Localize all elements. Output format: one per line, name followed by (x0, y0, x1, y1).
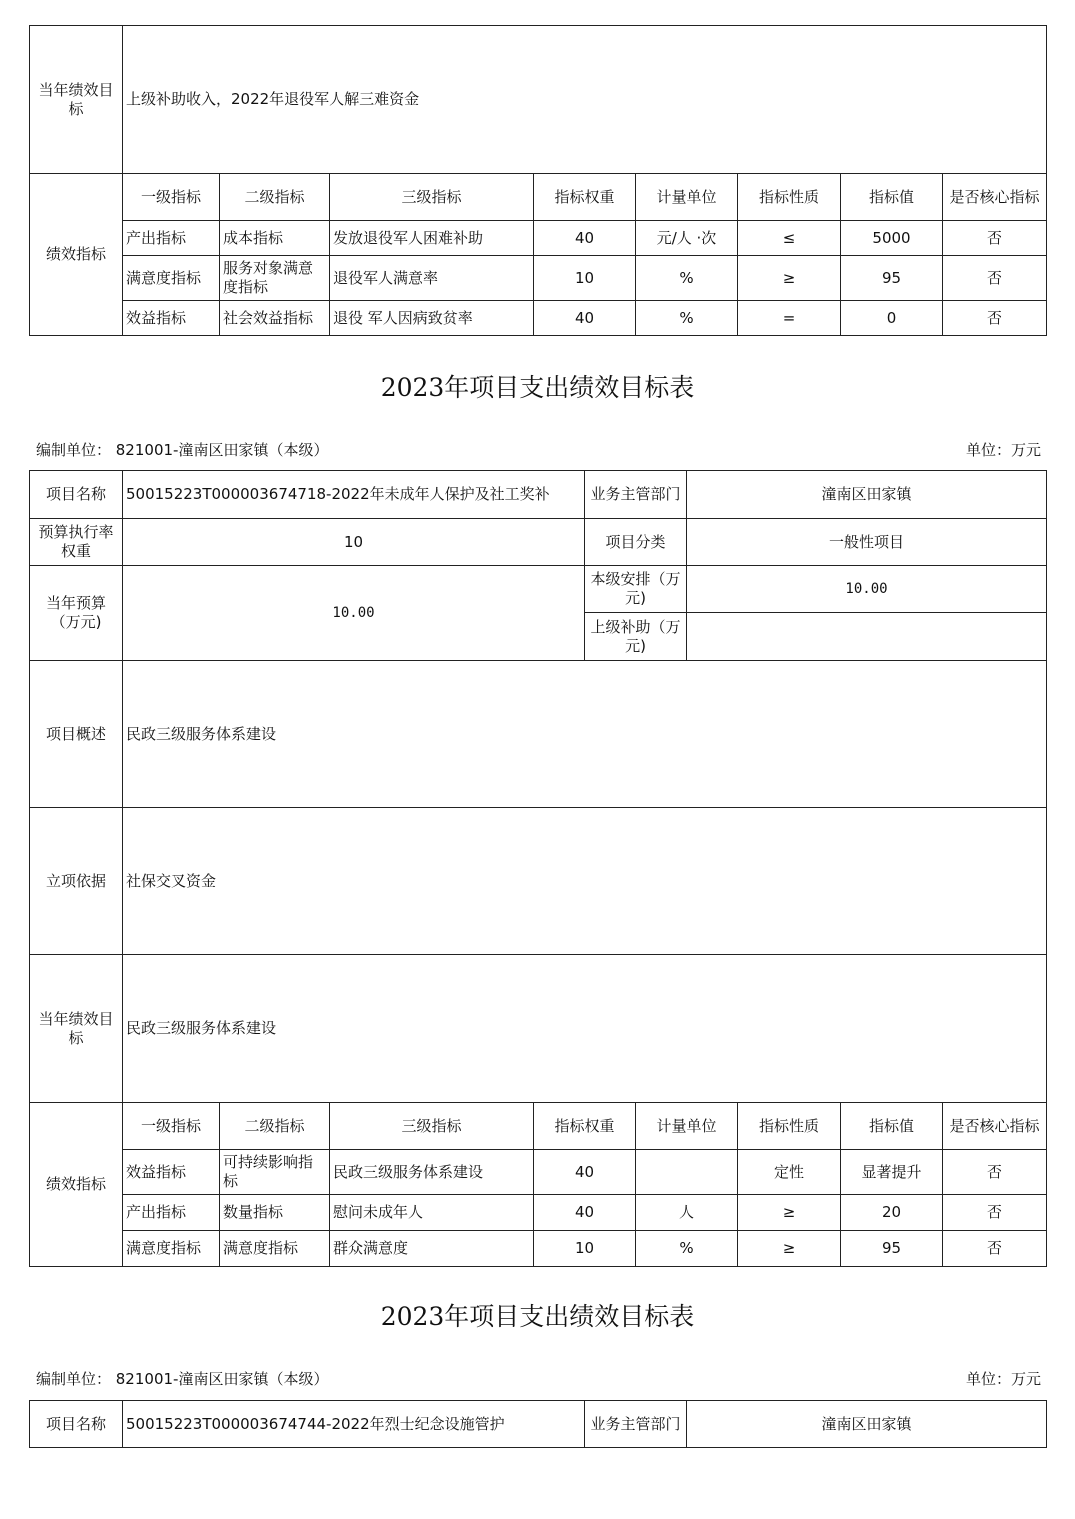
col-header: 是否核心指标 (943, 174, 1047, 221)
col-header: 计量单位 (636, 174, 738, 221)
cell: 40 (534, 301, 636, 336)
upper-subsidy-label: 上级补助（万元) (585, 613, 687, 661)
col-header: 一级指标 (123, 1103, 220, 1150)
prep-unit: 编制单位： 821001-潼南区田家镇（本级） (36, 1370, 329, 1388)
target-goal-label: 当年绩效目标 (30, 955, 123, 1103)
category-value: 一般性项目 (687, 519, 1047, 566)
cell: 群众满意度 (330, 1231, 534, 1267)
section3-title: 2023年项目支出绩效目标表 (380, 1302, 695, 1331)
cell: 20 (841, 1195, 943, 1231)
cell: ≥ (738, 1231, 841, 1267)
cell: 发放退役军人困难补助 (330, 221, 534, 256)
target-goal-value: 上级补助收入，2022年退役军人解三难资金 (123, 26, 1047, 174)
cell: 否 (943, 301, 1047, 336)
col-header: 是否核心指标 (943, 1103, 1047, 1150)
cell: 否 (943, 221, 1047, 256)
cell: ≥ (738, 1195, 841, 1231)
project-name-label: 项目名称 (30, 471, 123, 519)
local-arrangement-value: 10.00 (687, 566, 1047, 613)
col-header: 三级指标 (330, 174, 534, 221)
cell (636, 1150, 738, 1195)
section2-title: 2023年项目支出绩效目标表 (380, 373, 695, 402)
cell: 慰问未成年人 (330, 1195, 534, 1231)
exec-weight-label: 预算执行率权重 (30, 519, 123, 566)
cell: 退役 军人因病致贫率 (330, 301, 534, 336)
project-name-value: 50015223T000003674744-2022年烈士纪念设施管护 (123, 1401, 585, 1448)
cell: 95 (841, 256, 943, 301)
cell: 5000 (841, 221, 943, 256)
cell: 10 (534, 1231, 636, 1267)
local-arrangement-label: 本级安排（万元) (585, 566, 687, 613)
cell: 否 (943, 256, 1047, 301)
cell: 效益指标 (123, 301, 220, 336)
cell: 40 (534, 1195, 636, 1231)
cell: 满意度指标 (220, 1231, 330, 1267)
section2-info-table (29, 470, 1047, 661)
cell: 数量指标 (220, 1195, 330, 1231)
col-header: 指标权重 (534, 174, 636, 221)
budget-value: 10.00 (123, 566, 585, 661)
block1-table (29, 25, 1047, 336)
cell: 民政三级服务体系建设 (330, 1150, 534, 1195)
cell: 社会效益指标 (220, 301, 330, 336)
section3-info-table (29, 1400, 1047, 1448)
col-header: 指标性质 (738, 174, 841, 221)
cell: 定性 (738, 1150, 841, 1195)
cell: = (738, 301, 841, 336)
dept-value: 潼南区田家镇 (687, 471, 1047, 519)
project-name-label: 项目名称 (30, 1401, 123, 1448)
col-header: 二级指标 (220, 174, 330, 221)
cell: 显著提升 (841, 1150, 943, 1195)
col-header: 一级指标 (123, 174, 220, 221)
target-goal-label: 当年绩效目标 (30, 26, 123, 174)
cell: 人 (636, 1195, 738, 1231)
table-row (30, 1231, 1047, 1267)
cell: 否 (943, 1150, 1047, 1195)
section3-unit-line (36, 1368, 1041, 1389)
cell: 服务对象满意度指标 (220, 256, 330, 301)
cell: 0 (841, 301, 943, 336)
section2-detail-table (29, 660, 1047, 1267)
overview-value: 民政三级服务体系建设 (123, 661, 1047, 808)
unit-label: 单位：万元 (965, 441, 1041, 459)
table-row (30, 1150, 1047, 1195)
dept-label: 业务主管部门 (585, 471, 687, 519)
col-header: 二级指标 (220, 1103, 330, 1150)
basis-label: 立项依据 (30, 808, 123, 955)
col-header: 指标性质 (738, 1103, 841, 1150)
cell: 成本指标 (220, 221, 330, 256)
target-goal-value: 民政三级服务体系建设 (123, 955, 1047, 1103)
table-row (30, 221, 1047, 256)
cell: 产出指标 (123, 221, 220, 256)
table-row (30, 301, 1047, 336)
col-header: 指标值 (841, 1103, 943, 1150)
perf-indicators-label: 绩效指标 (30, 174, 123, 336)
cell: 满意度指标 (123, 1231, 220, 1267)
cell: % (636, 256, 738, 301)
cell: 产出指标 (123, 1195, 220, 1231)
cell: ≥ (738, 256, 841, 301)
cell: % (636, 301, 738, 336)
cell: 退役军人满意率 (330, 256, 534, 301)
col-header: 三级指标 (330, 1103, 534, 1150)
cell: 元/人 ·次 (636, 221, 738, 256)
col-header: 指标值 (841, 174, 943, 221)
dept-value: 潼南区田家镇 (687, 1401, 1047, 1448)
col-header: 计量单位 (636, 1103, 738, 1150)
table-row (30, 256, 1047, 301)
cell: % (636, 1231, 738, 1267)
category-label: 项目分类 (585, 519, 687, 566)
cell: ≤ (738, 221, 841, 256)
col-header: 指标权重 (534, 1103, 636, 1150)
prep-unit: 编制单位： 821001-潼南区田家镇（本级） (36, 441, 329, 459)
cell: 40 (534, 221, 636, 256)
overview-label: 项目概述 (30, 661, 123, 808)
cell: 效益指标 (123, 1150, 220, 1195)
budget-label: 当年预算（万元) (30, 566, 123, 661)
upper-subsidy-value (687, 613, 1047, 661)
exec-weight-value: 10 (123, 519, 585, 566)
basis-value: 社保交叉资金 (123, 808, 1047, 955)
unit-label: 单位：万元 (965, 1370, 1041, 1388)
cell: 可持续影响指标 (220, 1150, 330, 1195)
cell: 95 (841, 1231, 943, 1267)
cell: 否 (943, 1231, 1047, 1267)
cell: 10 (534, 256, 636, 301)
dept-label: 业务主管部门 (585, 1401, 687, 1448)
section2-unit-line (36, 439, 1041, 460)
cell: 否 (943, 1195, 1047, 1231)
cell: 40 (534, 1150, 636, 1195)
project-name-value: 50015223T000003674718-2022年未成年人保护及社工奖补 (123, 471, 585, 519)
cell: 满意度指标 (123, 256, 220, 301)
table-row (30, 1195, 1047, 1231)
perf-indicators-label: 绩效指标 (30, 1103, 123, 1267)
